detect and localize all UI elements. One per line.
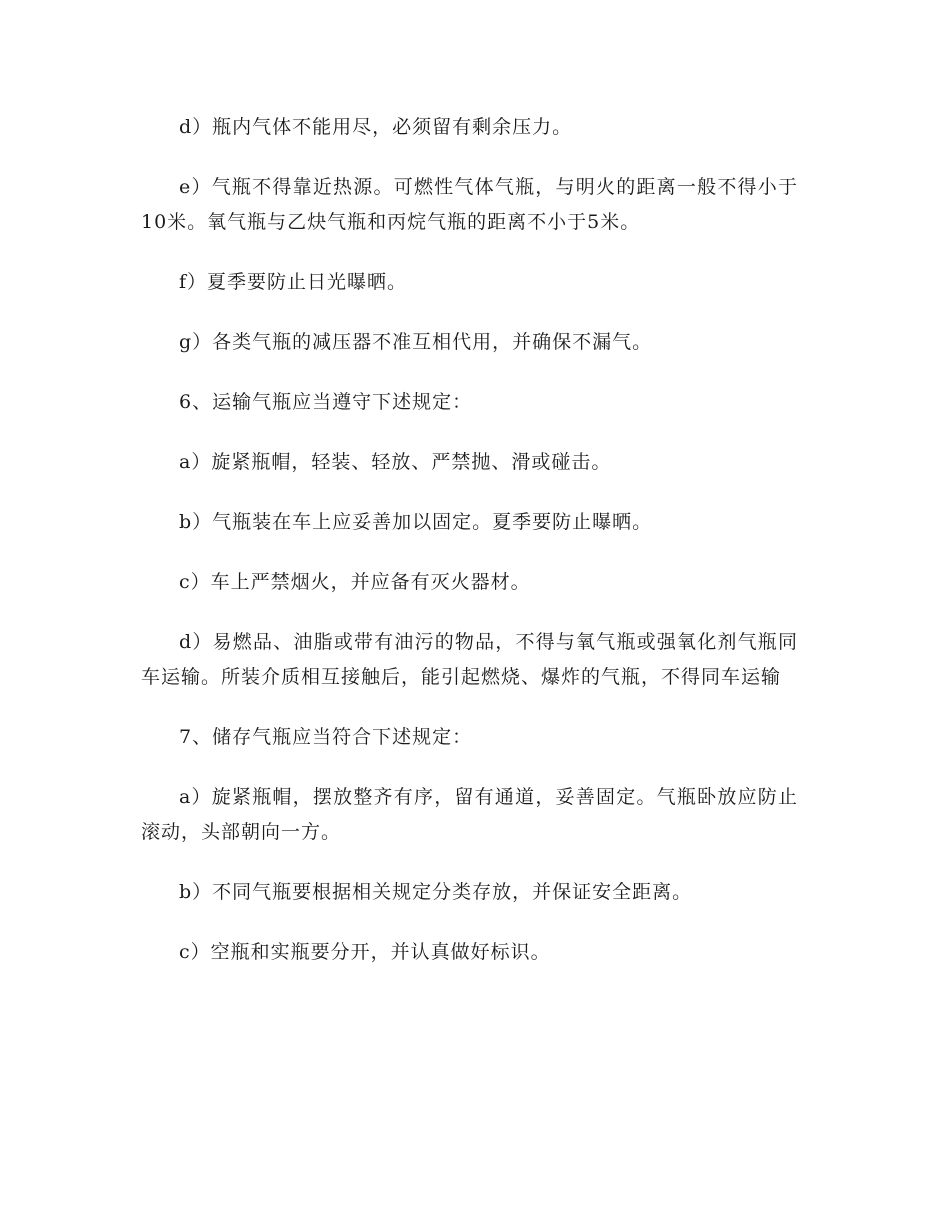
- paragraph-5e-heat-source-distance: e）气瓶不得靠近热源。可燃性气体气瓶，与明火的距离一般不得小于10米。氧气瓶与乙炔气瓶和丙烷气瓶的距离不小于5米。: [141, 176, 798, 233]
- paragraph-5g-pressure-reducer: g）各类气瓶的减压器不准互相代用，并确保不漏气。: [179, 331, 653, 353]
- paragraph-6b-vehicle-fixing: b）气瓶装在车上应妥善加以固定。夏季要防止曝晒。: [179, 511, 653, 533]
- paragraph-7b-classification: b）不同气瓶要根据相关规定分类存放，并保证安全距离。: [179, 881, 693, 903]
- paragraph-5d-gas-remaining-pressure: d）瓶内气体不能用尽，必须留有剩余压力。: [179, 116, 573, 138]
- paragraph-6d-flammables: d）易燃品、油脂或带有油污的物品，不得与氧气瓶或强氧化剂气瓶同车运输。所装介质相互接触后，能引起燃烧、爆炸的气瓶，不得同车运输: [141, 631, 798, 688]
- paragraph-7a-arrangement: a）旋紧瓶帽，摆放整齐有序，留有通道，妥善固定。气瓶卧放应防止滚动，头部朝向一方。: [141, 786, 798, 843]
- paragraph-5f-summer-sunlight: f）夏季要防止日光曝晒。: [179, 271, 408, 293]
- paragraph-7c-empty-full-separation: c）空瓶和实瓶要分开，并认真做好标识。: [179, 941, 551, 963]
- paragraph-6c-no-smoking: c）车上严禁烟火，并应备有灭火器材。: [179, 571, 531, 593]
- document-body: [141, 110, 798, 995]
- section-heading-6-transport: 6、运输气瓶应当遵守下述规定：: [179, 391, 473, 413]
- section-heading-7-storage: 7、储存气瓶应当符合下述规定：: [179, 726, 473, 748]
- paragraph-6a-cap-handling: a）旋紧瓶帽，轻装、轻放、严禁抛、滑或碰击。: [179, 451, 612, 473]
